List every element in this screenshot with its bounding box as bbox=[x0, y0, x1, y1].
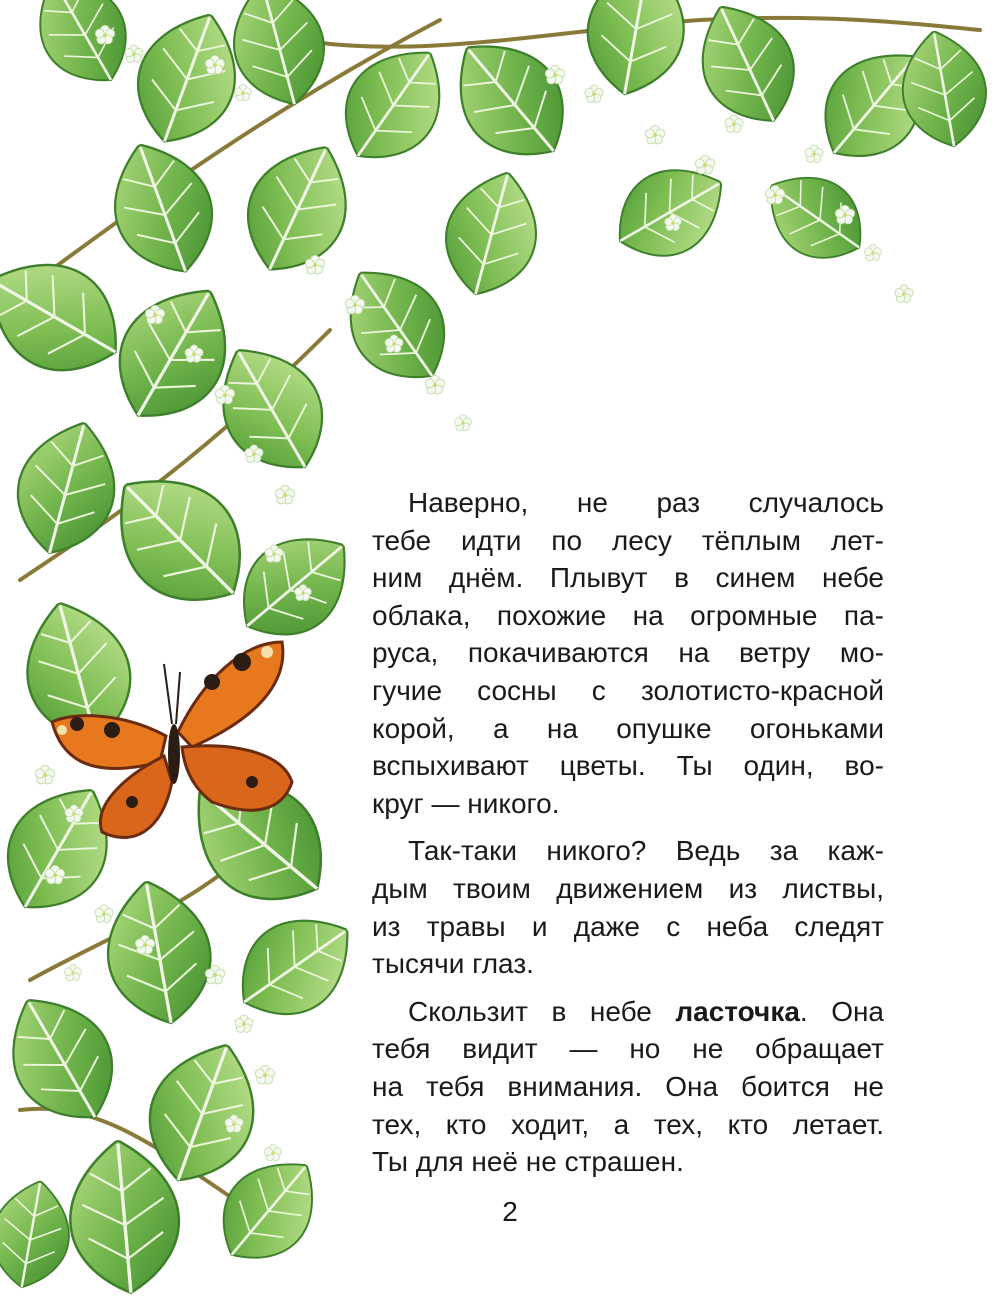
text-line: руса, покачиваются на ветру мо- bbox=[372, 637, 884, 669]
text-line: на тебя внимания. Она боится не bbox=[372, 1070, 884, 1102]
text-line: Ты для неё не страшен. bbox=[372, 1146, 684, 1178]
text-line: облака, похожие на огромные па- bbox=[372, 599, 884, 631]
text-line: Так-таки никого? Ведь за каж- bbox=[408, 835, 884, 867]
text-fragment: . Она bbox=[799, 995, 885, 1027]
text-line: корой, а на опушке огоньками bbox=[372, 712, 884, 744]
paragraph-3 bbox=[372, 993, 884, 1181]
paragraph-1 bbox=[372, 484, 884, 822]
text-fragment: Скользит в небе bbox=[408, 995, 676, 1027]
text-line: Наверно, не раз случалось bbox=[408, 487, 884, 518]
text-line: вспыхивают цветы. Ты один, во- bbox=[372, 750, 884, 782]
bold-term-swallow: ласточка bbox=[675, 995, 800, 1027]
story-text bbox=[372, 484, 884, 1191]
paragraph-2 bbox=[372, 832, 884, 982]
text-line: гучие сосны с золотисто-красной bbox=[372, 674, 884, 706]
text-line-with-bold bbox=[372, 993, 884, 1031]
text-line: из травы и даже с неба следят bbox=[372, 910, 884, 942]
text-line: тех, кто ходит, а тех, кто летает. bbox=[372, 1108, 884, 1140]
text-line: круг — никого. bbox=[372, 787, 560, 819]
text-line: ним днём. Плывут в синем небе bbox=[372, 562, 884, 594]
text-line: тысячи глаз. bbox=[372, 948, 534, 980]
text-line: дым твоим движением из листвы, bbox=[372, 872, 884, 904]
text-line: тебя видит — но не обращает bbox=[372, 1033, 884, 1065]
page-number: 2 bbox=[502, 1196, 518, 1227]
text-line: тебе идти по лесу тёплым лет- bbox=[372, 524, 884, 556]
